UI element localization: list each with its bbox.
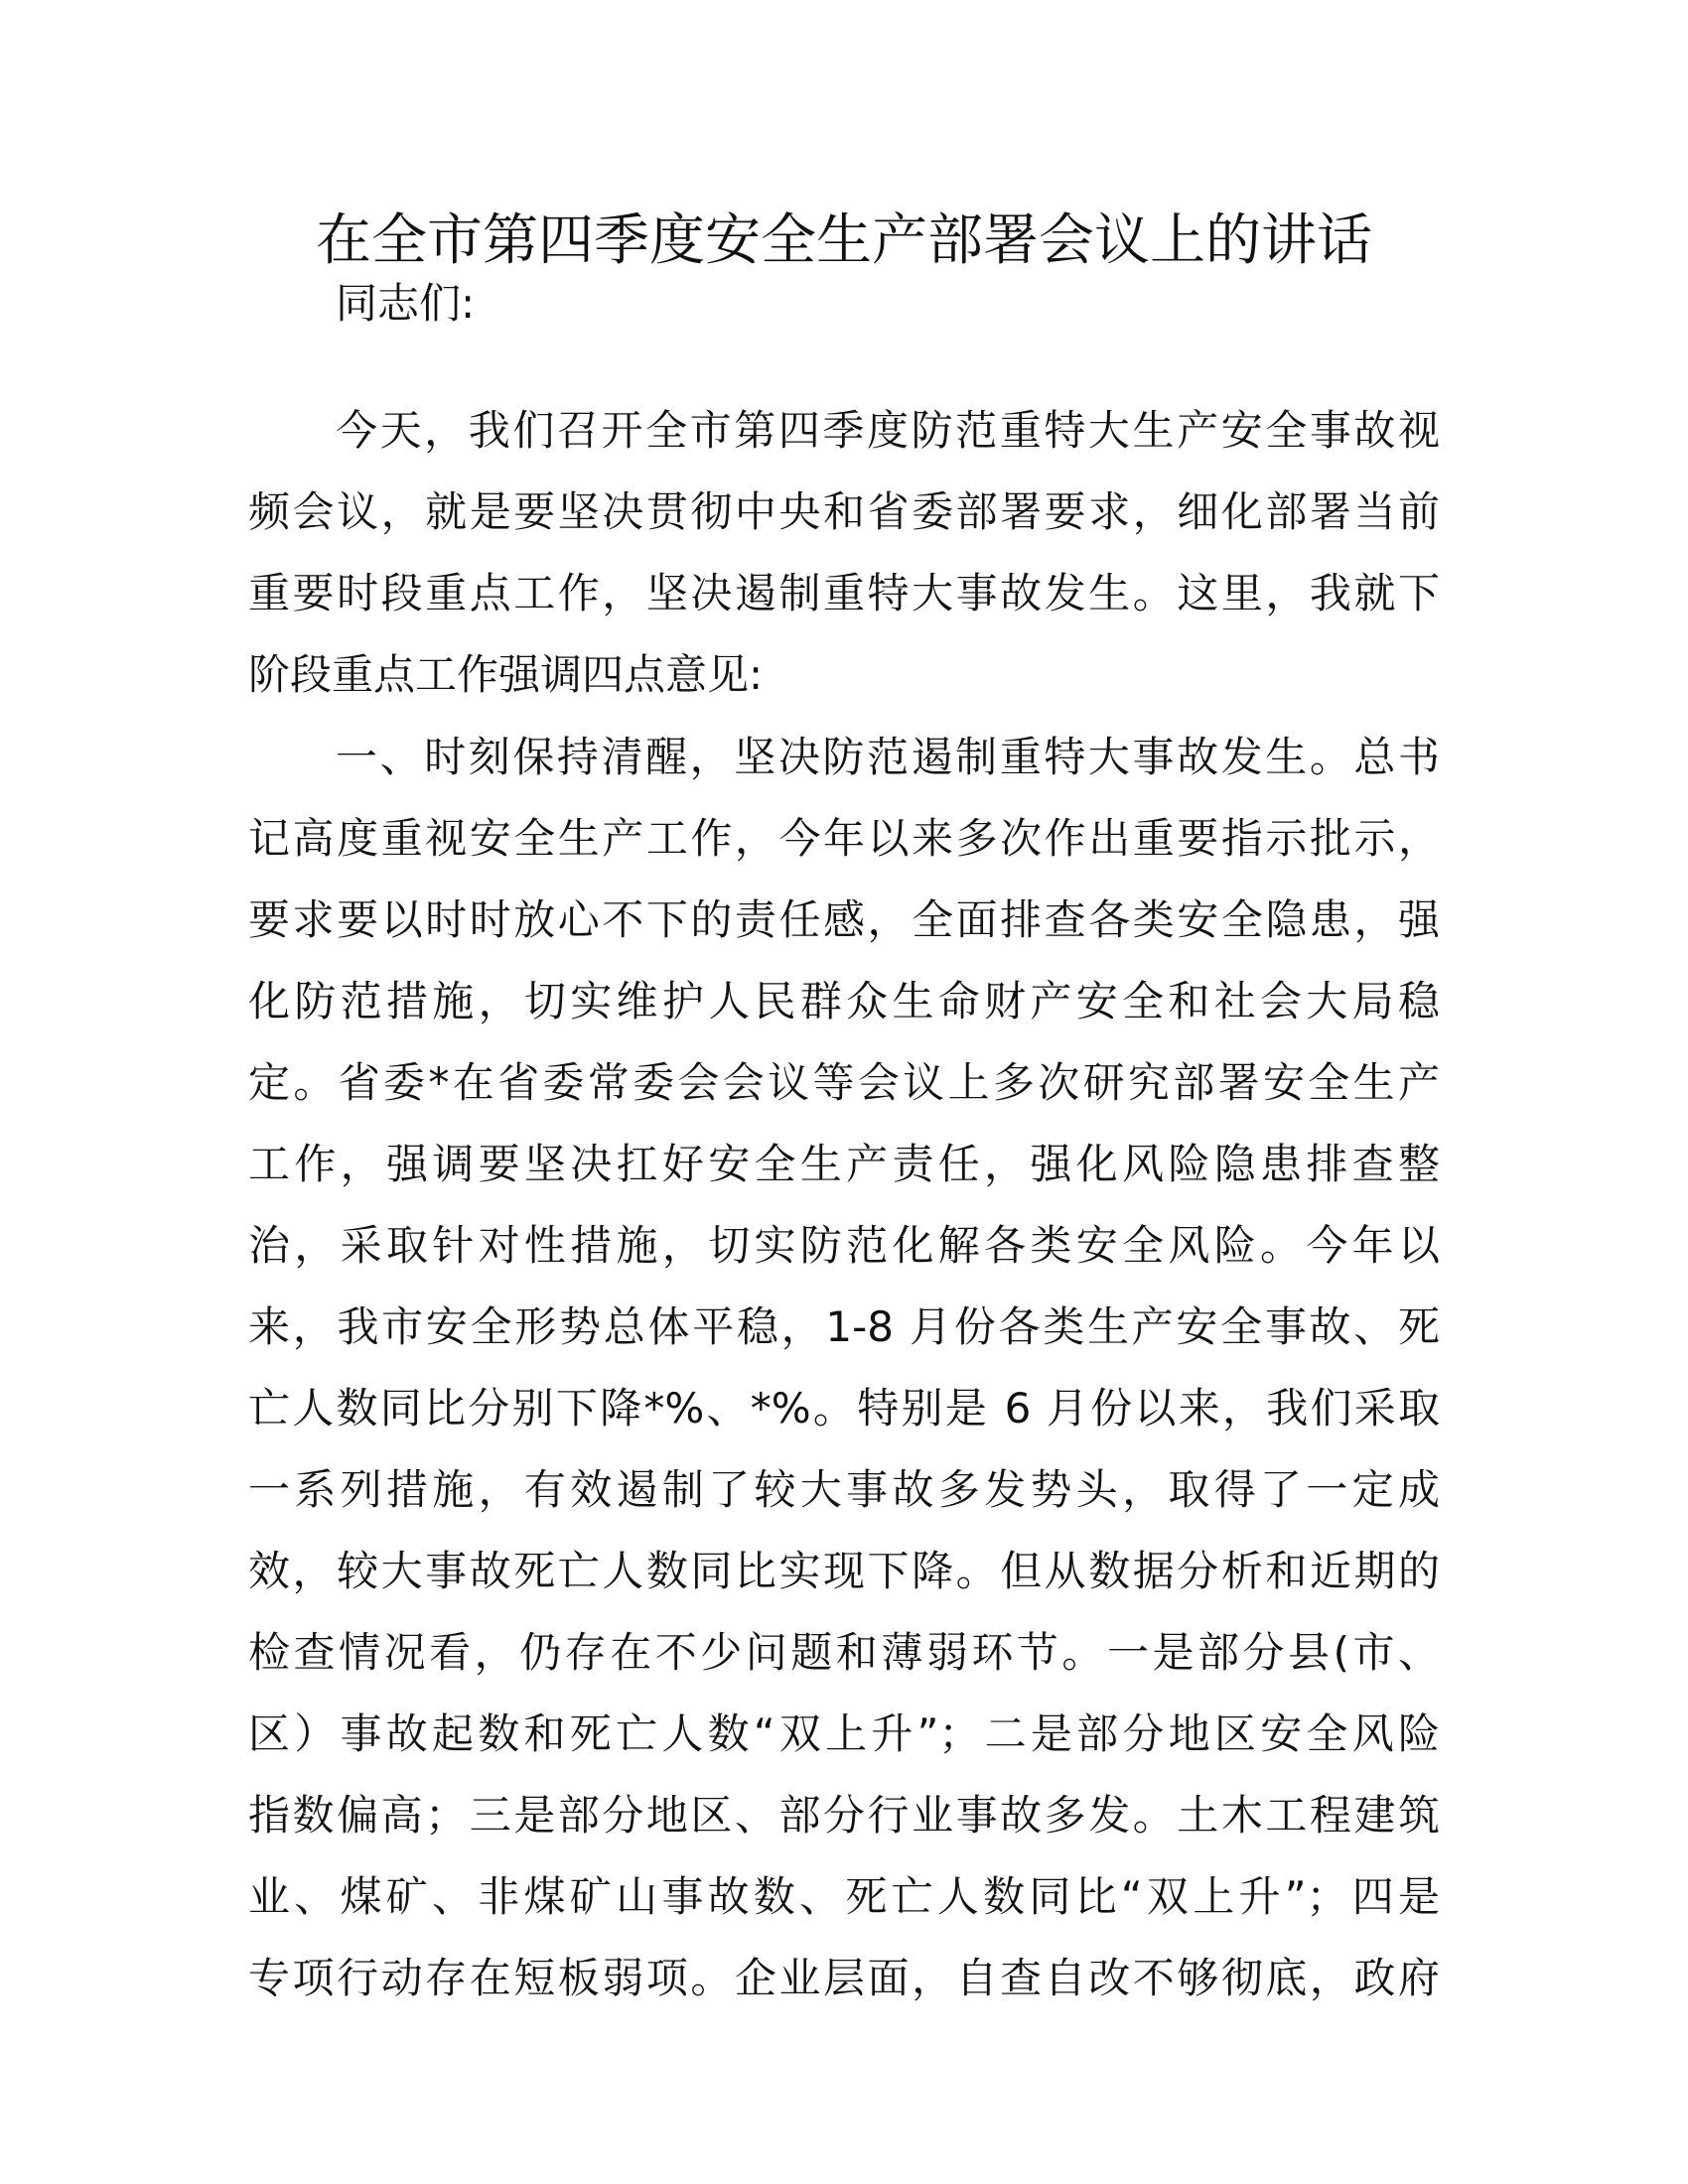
text-line: 效，较大事故死亡人数同比实现下降。但从数据分析和近期的 (248, 1547, 1440, 1595)
text-line: 定。省委*在省委常委会会议等会议上多次研究部署安全生产 (248, 1058, 1440, 1107)
text-line: 亡人数同比分别下降*%、*%。特别是 6 月份以来，我们采取 (248, 1384, 1440, 1433)
text-line: 一系列措施，有效遏制了较大事故多发势头，取得了一定成 (248, 1465, 1440, 1514)
page-title: 在全市第四季度安全生产部署会议上的讲话 (316, 208, 1372, 273)
paragraph-1 (248, 390, 1440, 716)
salutation: 同志们: (336, 279, 476, 328)
text-line: 化防范措施，切实维护人民群众生命财产安全和社会大局稳 (248, 977, 1440, 1025)
text-line: 一、时刻保持清醒，坚决防范遏制重特大事故发生。总书 (336, 733, 1440, 781)
paragraph-2 (248, 717, 1440, 2019)
text-line: 阶段重点工作强调四点意见: (248, 650, 764, 699)
text-line: 业、煤矿、非煤矿山事故数、死亡人数同比“双上升”；四是 (248, 1872, 1440, 1921)
text-line: 重要时段重点工作，坚决遏制重特大事故发生。这里，我就下 (248, 569, 1440, 617)
text-line: 记高度重视安全生产工作，今年以来多次作出重要指示批示， (248, 814, 1440, 863)
text-line: 工作，强调要坚决扛好安全生产责任，强化风险隐患排查整 (248, 1140, 1440, 1188)
text-line: 治，采取针对性措施，切实防范化解各类安全风险。今年以 (248, 1221, 1440, 1270)
text-line: 区）事故起数和死亡人数“双上升”；二是部分地区安全风险 (248, 1709, 1440, 1758)
text-line: 专项行动存在短板弱项。企业层面，自查自改不够彻底，政府 (248, 1954, 1440, 2002)
text-line: 检查情况看，仍存在不少问题和薄弱环节。一是部分县(市、 (248, 1628, 1440, 1677)
text-line: 频会议，就是要坚决贯彻中央和省委部署要求，细化部署当前 (248, 487, 1440, 536)
text-line: 要求要以时时放心不下的责任感，全面排查各类安全隐患，强 (248, 895, 1440, 944)
text-line: 今天，我们召开全市第四季度防范重特大生产安全事故视 (336, 406, 1440, 455)
text-line: 来，我市安全形势总体平稳，1-8 月份各类生产安全事故、死 (248, 1302, 1440, 1351)
text-line: 指数偏高；三是部分地区、部分行业事故多发。土木工程建筑 (248, 1791, 1440, 1840)
